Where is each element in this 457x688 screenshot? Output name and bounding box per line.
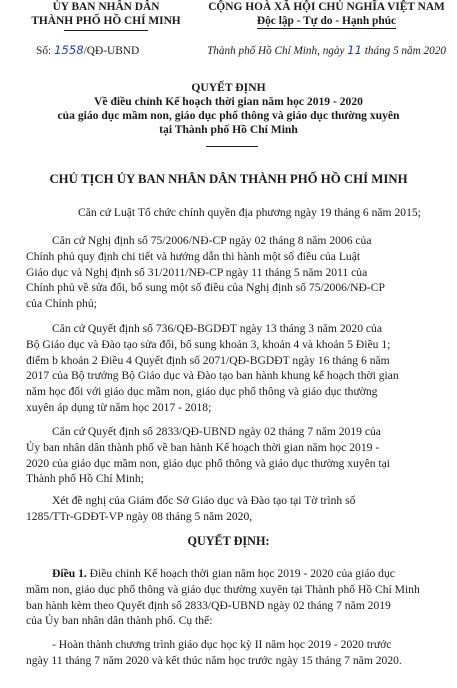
- handwritten-number: 1558: [54, 43, 84, 57]
- text-line: Thành phố Hồ Chí Minh;: [26, 472, 144, 486]
- basis-paragraph-2: [26, 233, 440, 312]
- subject-line-1: Về điều chỉnh Kế hoạch thời gian năm học 2019 - 2020: [94, 95, 363, 108]
- text-line: Xét đề nghị của Giám đốc Sở Giáo dục và Đào tạo tại Tờ trình số: [52, 494, 356, 507]
- number-suffix: /QĐ-UBND: [83, 45, 140, 57]
- text-line: Chính phủ về sửa đổi, bổ sung một số điều của Nghị định số 75/2006/NĐ-CP: [26, 281, 385, 295]
- subject-line-2: của giáo dục mầm non, giáo dục phổ thông và giáo dục thường xuyên: [57, 109, 400, 122]
- handwritten-day: 11: [347, 43, 362, 57]
- text-line: điểm b khoản 2 Điều 4 Quyết định số 2071/QĐ-BGDĐT ngày 16 tháng 6 năm: [26, 353, 390, 367]
- text-line: Giáo dục và Nghị định số 31/2011/NĐ-CP ngày 11 tháng 5 năm 2011 của: [26, 265, 368, 279]
- article-label: Điều 1.: [52, 567, 87, 580]
- text-line: Điều chỉnh Kế hoạch thời gian năm học 2019 - 2020 của giáo dục: [86, 567, 395, 580]
- national-motto-block: [196, 0, 457, 28]
- place-date-after: tháng 5 năm 2020: [364, 45, 446, 57]
- basis-paragraph-4: [26, 424, 440, 487]
- issuing-authority: CHỦ TỊCH ỦY BAN NHÂN DÂN THÀNH PHỐ HỒ CHÍ MINH: [49, 172, 408, 186]
- number-prefix: Số:: [36, 45, 52, 57]
- text-line: Căn cứ Luật Tổ chức chính quyền địa phương ngày 19 tháng 6 năm 2015;: [78, 206, 421, 219]
- basis-paragraph-3: [26, 321, 440, 416]
- country-name: CỘNG HOÀ XÃ HỘI CHỦ NGHĨA VIỆT NAM: [208, 1, 445, 13]
- text-line: - Hoàn thành chương trình giáo dục học kỳ II năm học 2019 - 2020 trước: [52, 638, 392, 651]
- issuer-underline: [64, 30, 148, 31]
- title-divider: [206, 146, 258, 147]
- text-line: Bộ Giáo dục và Đào tạo sửa đổi, bổ sung khoản 3, khoản 4 và khoản 5 Điều 1;: [26, 337, 391, 351]
- document-number: [36, 43, 139, 57]
- document-type: QUYẾT ĐỊNH: [191, 81, 266, 94]
- text-line: Căn cứ Quyết định số 2833/QĐ-UBND ngày 02 tháng 7 năm 2019 của: [52, 425, 381, 438]
- text-line: năm học đối với giáo dục mầm non, giáo dục phổ thông và giáo dục thường: [26, 385, 378, 399]
- basis-paragraph-1: [52, 205, 440, 221]
- article-1-first-line: [26, 566, 440, 582]
- text-line: Căn cứ Quyết định số 736/QĐ-BGDĐT ngày 13 tháng 3 năm 2020 của: [52, 322, 383, 335]
- issuer-block: [6, 0, 206, 28]
- text-line: Chính phủ quy định chi tiết và hướng dẫn thi hành một số điều của Luật: [26, 249, 361, 263]
- basis-paragraph-5: [26, 493, 440, 525]
- motto-line: [196, 14, 457, 28]
- issuer-line-2: THÀNH PHỐ HỒ CHÍ MINH: [31, 15, 181, 27]
- text-line: của Ủy ban nhân dân thành phố. Cụ thể:: [26, 614, 213, 628]
- text-line: Căn cứ Nghị định số 75/2006/NĐ-CP ngày 02 tháng 8 năm 2006 của: [52, 234, 372, 247]
- subject-line-3: tại Thành phố Hồ Chí Minh: [159, 123, 298, 136]
- text-line: ngày 11 tháng 7 năm 2020 và kết thúc năm học trước ngày 15 tháng 7 năm 2020.: [26, 653, 402, 667]
- decision-heading: QUYẾT ĐỊNH:: [187, 534, 270, 548]
- text-line: 1285/TTr-GDĐT-VP ngày 08 tháng 5 năm 2020,: [26, 509, 253, 523]
- text-line: 2020 của giáo dục mầm non, giáo dục phổ thông và giáo dục thường xuyên tại: [26, 456, 391, 470]
- text-line: của Chính phủ;: [26, 297, 97, 311]
- text-line: Ủy ban nhân dân thành phố về ban hành Kế hoạch thời gian năm học 2019 -: [26, 440, 380, 454]
- text-line: xuyên áp dụng từ năm học 2017 - 2018;: [26, 400, 212, 414]
- article-1-item: [26, 637, 440, 669]
- motto-text: Độc lập - Tự do - Hạnh phúc: [256, 15, 397, 27]
- place-date: [196, 43, 457, 57]
- text-line: ban hành kèm theo Quyết định số 2833/QĐ-UBND ngày 02 tháng 7 năm 2019: [26, 598, 391, 612]
- text-line: mầm non, giáo dục phổ thông và giáo dục thường xuyên tại Thành phố Hồ Chí Minh: [26, 582, 420, 596]
- text-line: 2017 của Bộ trưởng Bộ Giáo dục và Đào tạo ban hành khung kế hoạch thời gian: [26, 369, 399, 383]
- issuer-line-1: ỦY BAN NHÂN DÂN: [52, 1, 160, 13]
- place-date-before: Thành phố Hồ Chí Minh, ngày: [207, 45, 345, 57]
- article-1: [26, 566, 440, 629]
